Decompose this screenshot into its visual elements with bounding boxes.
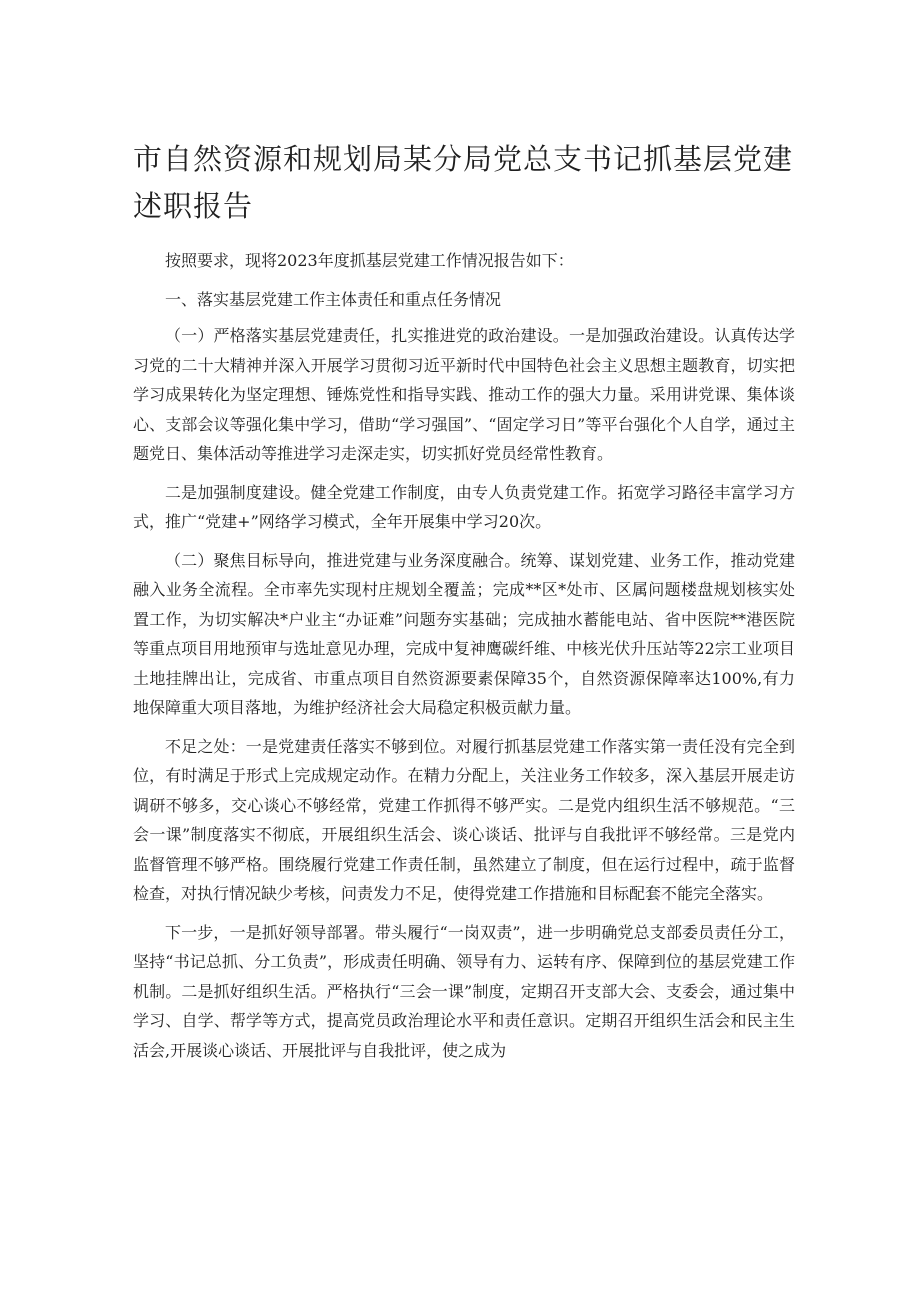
body-paragraph-integration: （二）聚焦目标导向，推进党建与业务深度融合。统筹、谋划党建、业务工作，推动党建融入业务全流程。全市率先实现村庄规划全覆盖；完成**区*处市、区属问题楼盘规划核实处置工作，为切实解决*户业主“办证难”问题夯实基础；完成抽水蓄能电站、省中医院**港医院等重点项目用地预审与选址意见办理，完成中复神鹰碳纤维、中核光伏升压站等22宗工业项目土地挂牌出让，完成省、市重点项目自然资源要素保障35个，自然资源保障率达100%,有力地保障重大项目落地，为维护经济社会大局稳定积极贡献力量。: [133, 550, 795, 717]
body-paragraph-political-building: （一）严格落实基层党建责任，扎实推进党的政治建设。一是加强政治建设。认真传达学习党的二十大精神并深入开展学习贯彻习近平新时代中国特色社会主义思想主题教育，切实把学习成果转化为坚定理想、锤炼党性和指导实践、推动工作的强大力量。采用讲党课、集体谈心、支部会议等强化集中学习，借助“学习强国”、“固定学习日”等平台强化个人自学，通过主题党日、集体活动等推进学习走深走实，切实抓好党员经常性教育。: [133, 326, 795, 463]
body-paragraph-shortcomings: 不足之处：一是党建责任落实不够到位。对履行抓基层党建工作落实第一责任没有完全到位，有时满足于形式上完成规定动作。在精力分配上，关注业务工作较多，深入基层开展走访调研不够多，交心谈心不够经常，党建工作抓得不够严实。二是党内组织生活不够规范。“三会一课”制度落实不彻底，开展组织生活会、谈心谈话、批评与自我批评不够经常。三是党内监督管理不够严格。围绕履行党建工作责任制，虽然建立了制度，但在运行过程中，疏于监督检查，对执行情况缺少考核，问责发力不足，使得党建工作措施和目标配套不能完全落实。: [133, 736, 795, 903]
section-heading-1: 一、落实基层党建工作主体责任和重点任务情况: [165, 289, 502, 309]
body-paragraph-system-building: 二是加强制度建设。健全党建工作制度，由专人负责党建工作。拓宽学习路径丰富学习方式，推广“党建+”网络学习模式，全年开展集中学习20次。: [133, 482, 795, 531]
body-paragraph-next-steps: 下一步，一是抓好领导部署。带头履行“一岗双责”，进一步明确党总支部委员责任分工，坚持“书记总抓、分工负责”，形成责任明确、领导有力、运转有序、保障到位的基层党建工作机制。二是抓好组织生活。严格执行“三会一课”制度，定期召开支部大会、支委会，通过集中学习、自学、帮学等方式，提高党员政治理论水平和责任意识。定期召开组织生活会和民主生活会,开展谈心谈话、开展批评与自我批评，使之成为: [133, 922, 795, 1060]
intro-paragraph: 按照要求，现将2023年度抓基层党建工作情况报告如下：: [165, 251, 574, 270]
document-title: 市自然资源和规划局某分局党总支书记抓基层党建述职报告: [133, 142, 794, 223]
document-body: [133, 246, 795, 1074]
